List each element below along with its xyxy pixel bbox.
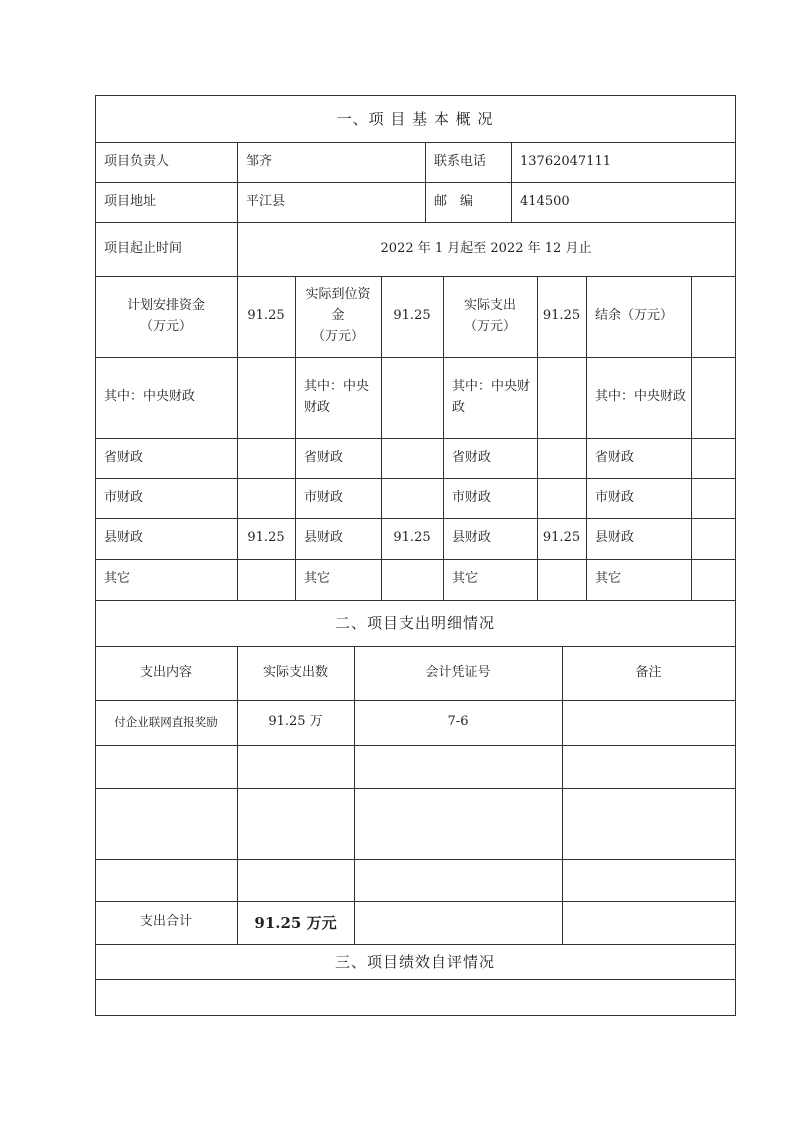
table-cell: 13762047111 <box>520 153 611 169</box>
breakdown-cell: 其中：中央财政 <box>104 389 196 405</box>
table-cell: 项目起止时间 <box>104 240 183 256</box>
breakdown-cell <box>537 357 586 438</box>
breakdown-cell: 县财政 <box>595 530 635 546</box>
breakdown-cell: 市财政 <box>452 489 492 505</box>
table-cell: 91.25 <box>247 308 285 324</box>
breakdown-cell: 市财政 <box>304 489 344 505</box>
detail-cell: 7-6 <box>447 714 469 730</box>
table-cell: 414500 <box>520 193 570 209</box>
detail-cell: 付企业联网直报奖励 <box>114 715 218 730</box>
breakdown-cell <box>381 357 443 438</box>
breakdown-cell <box>691 559 735 600</box>
breakdown-cell: 其它 <box>452 571 479 587</box>
breakdown-cell: 其中：中央 财政 <box>304 378 370 415</box>
table-cell: 实际支出 （万元） <box>463 297 516 334</box>
breakdown-cell <box>691 357 735 438</box>
column-header: 支出内容 <box>139 664 192 680</box>
breakdown-cell: 县财政 <box>304 530 344 546</box>
breakdown-cell: 省财政 <box>104 449 144 465</box>
table-cell: 邮 编 <box>434 193 474 209</box>
section-title: 二、项目支出明细情况 <box>334 614 495 632</box>
table-rule <box>95 745 736 746</box>
detail-cell <box>562 700 735 745</box>
breakdown-cell <box>237 357 295 438</box>
table-cell <box>691 276 735 357</box>
breakdown-cell: 县财政 <box>104 530 144 546</box>
breakdown-cell: 91.25 <box>247 530 285 546</box>
table-rule <box>95 979 736 980</box>
breakdown-cell <box>381 478 443 518</box>
breakdown-cell <box>537 559 586 600</box>
table-cell: 2022 年 1 月起至 2022 年 12 月止 <box>380 240 592 256</box>
breakdown-cell <box>381 559 443 600</box>
table-rule <box>95 1015 736 1016</box>
breakdown-cell: 91.25 <box>542 530 581 546</box>
breakdown-cell <box>537 438 586 478</box>
section-title: 三、项目绩效自评情况 <box>334 952 495 971</box>
total-label: 支出合计 <box>139 914 192 930</box>
breakdown-cell: 其中：中央财 政 <box>452 378 531 415</box>
breakdown-cell <box>381 438 443 478</box>
column-header: 会计凭证号 <box>425 664 491 680</box>
detail-cell: 91.25 万 <box>268 714 323 730</box>
table-cell: 91.25 <box>542 308 581 324</box>
section-title: 一、项 目 基 本 概 况 <box>336 109 494 128</box>
breakdown-cell: 其它 <box>304 571 331 587</box>
table-cell: 联系电话 <box>434 153 487 169</box>
breakdown-cell: 县财政 <box>452 530 492 546</box>
table-cell: 结余（万元） <box>595 308 674 324</box>
breakdown-cell <box>537 478 586 518</box>
table-rule <box>95 788 736 789</box>
table-cell: 实际到位资 金 （万元） <box>305 287 371 344</box>
breakdown-cell: 省财政 <box>595 449 635 465</box>
total-value: 91.25 万元 <box>254 913 337 932</box>
table-cell: 91.25 <box>393 308 431 324</box>
table-cell: 项目地址 <box>104 193 157 209</box>
breakdown-cell: 省财政 <box>304 449 344 465</box>
breakdown-cell: 市财政 <box>595 489 635 505</box>
breakdown-cell: 市财政 <box>104 489 144 505</box>
table-cell: 项目负责人 <box>104 153 170 169</box>
breakdown-cell: 其中：中央财政 <box>595 389 687 405</box>
table-rule <box>735 95 736 1016</box>
breakdown-cell: 省财政 <box>452 449 492 465</box>
breakdown-cell <box>691 518 735 559</box>
column-header: 实际支出数 <box>262 664 328 680</box>
breakdown-cell <box>691 478 735 518</box>
breakdown-cell: 其它 <box>595 571 622 587</box>
breakdown-cell <box>237 559 295 600</box>
table-cell: 计划安排资金 （万元） <box>126 297 205 334</box>
column-header: 备注 <box>635 664 662 680</box>
breakdown-cell: 91.25 <box>393 530 431 546</box>
breakdown-cell <box>237 438 295 478</box>
breakdown-cell <box>691 438 735 478</box>
breakdown-cell: 其它 <box>104 571 131 587</box>
table-cell: 平江县 <box>246 193 286 209</box>
breakdown-cell <box>237 478 295 518</box>
table-rule <box>95 859 736 860</box>
table-cell: 邹齐 <box>246 153 273 169</box>
